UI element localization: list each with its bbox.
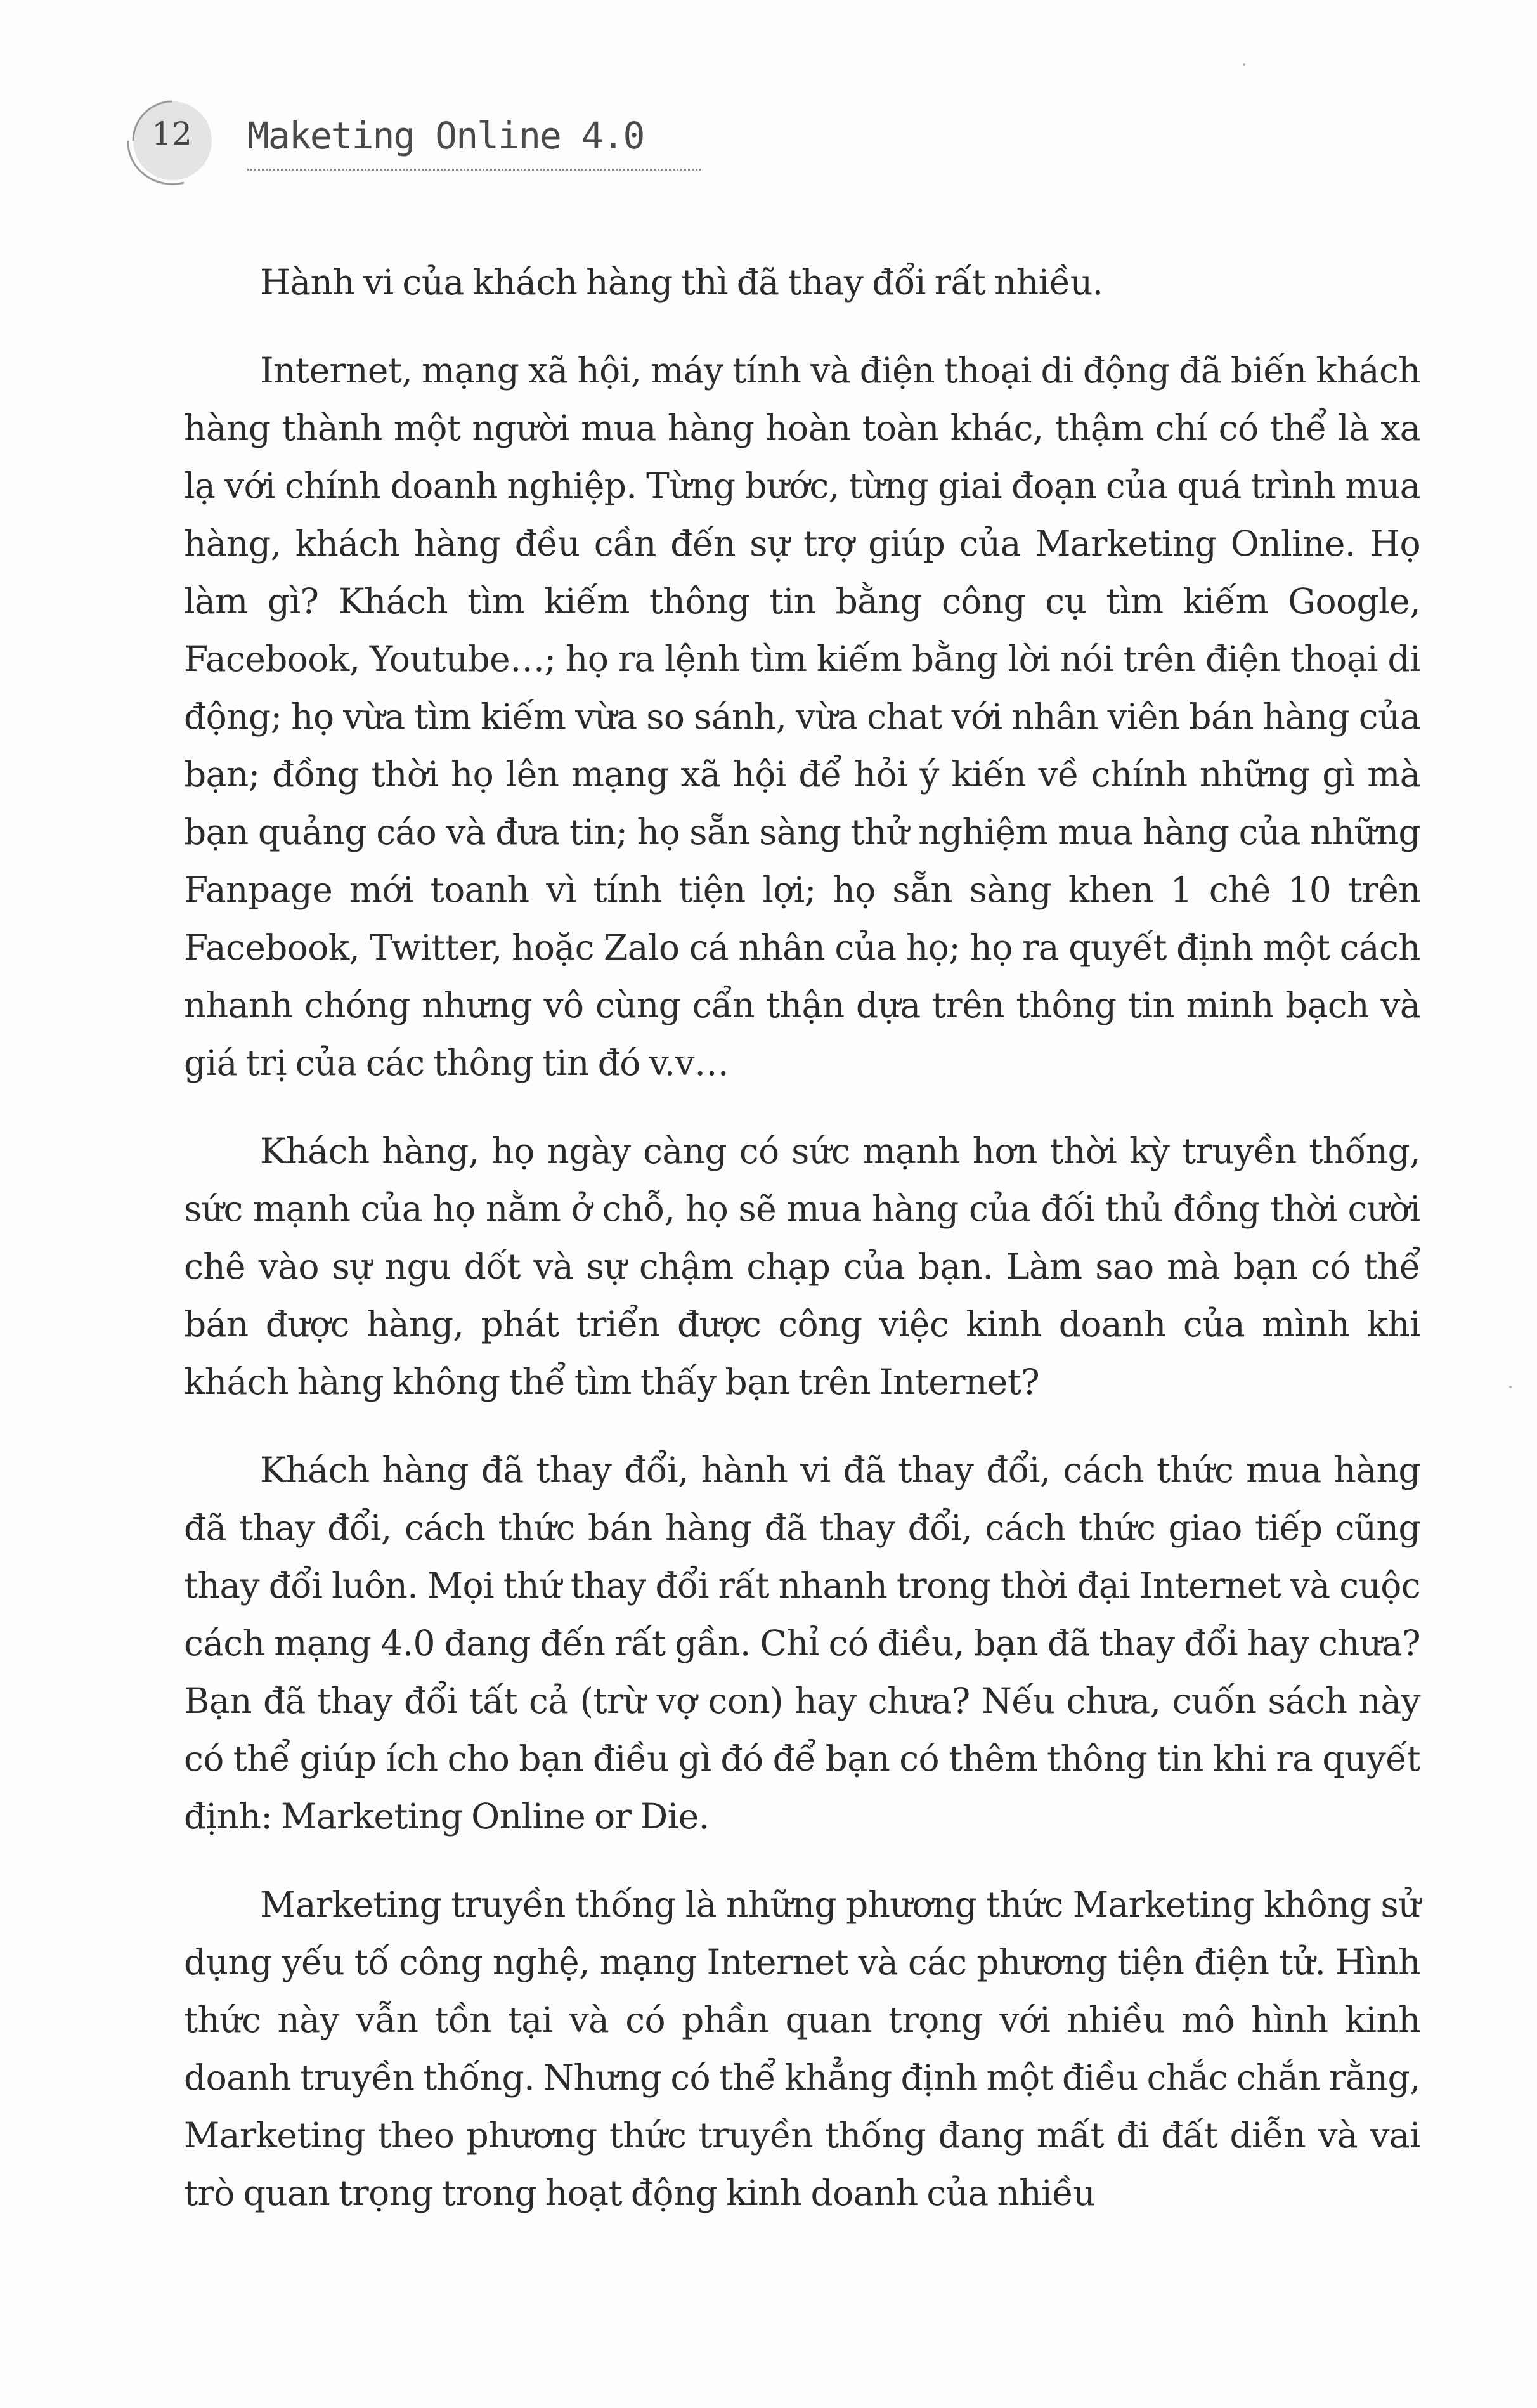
- body-text: [184, 254, 1420, 2253]
- scan-speck: [1509, 1386, 1512, 1388]
- paragraph: Marketing truyền thống là những phương thức Marketing không sử dụng yếu tố công nghệ, mạng Internet và các phương tiện điện tử. Hình thức này vẫn tồn tại và có phần quan trọng với nhiều mô hình kinh doanh truyền thống. Nhưng có thể khẳng định một điều chắc chắn rằng, Marketing theo phương thức truyền thống đang mất đi đất diễn và vai trò quan trọng trong hoạt động kinh doanh của nhiều: [184, 1884, 1420, 2213]
- paragraph: Khách hàng, họ ngày càng có sức mạnh hơn thời kỳ truyền thống, sức mạnh của họ nằm ở chỗ, họ sẽ mua hàng của đối thủ đồng thời cười chê vào sự ngu dốt và sự chậm chạp của bạn. Làm sao mà bạn có thể bán được hàng, phát triển được công việc kinh doanh của mình khi khách hàng không thể tìm thấy bạn trên Internet?: [184, 1131, 1420, 1402]
- running-header-title: Maketing Online 4.0: [247, 114, 644, 157]
- paragraph: Khách hàng đã thay đổi, hành vi đã thay đổi, cách thức mua hàng đã thay đổi, cách thức bán hàng đã thay đổi, cách thức giao tiếp cũng thay đổi luôn. Mọi thứ thay đổi rất nhanh trong thời đại Internet và cuộc cách mạng 4.0 đang đến rất gần. Chỉ có điều, bạn đã thay đổi hay chưa? Bạn đã thay đổi tất cả (trừ vợ con) hay chưa? Nếu chưa, cuốn sách này có thể giúp ích cho bạn điều gì đó để bạn có thêm thông tin khi ra quyết định: Marketing Online or Die.: [184, 1450, 1420, 1837]
- header-divider: [247, 169, 701, 171]
- page-header: [114, 94, 685, 202]
- paragraph: Hành vi của khách hàng thì đã thay đổi rất nhiều.: [260, 262, 1103, 303]
- page-number: 12: [152, 115, 192, 152]
- paragraph: Internet, mạng xã hội, máy tính và điện thoại di động đã biến khách hàng thành một người mua hàng hoàn toàn khác, thậm chí có thể là xa lạ với chính doanh nghiệp. Từng bước, từng giai đoạn của quá trình mua hàng, khách hàng đều cần đến sự trợ giúp của Marketing Online. Họ làm gì? Khách tìm kiếm thông tin bằng công cụ tìm kiếm Google, Facebook, Youtube…; họ ra lệnh tìm kiếm bằng lời nói trên điện thoại di động; họ vừa tìm kiếm vừa so sánh, vừa chat với nhân viên bán hàng của bạn; đồng thời họ lên mạng xã hội để hỏi ý kiến về chính những gì mà bạn quảng cáo và đưa tin; họ sẵn sàng thử nghiệm mua hàng của những Fanpage mới toanh vì tính tiện lợi; họ sẵn sàng khen 1 chê 10 trên Facebook, Twitter, hoặc Zalo cá nhân của họ; họ ra quyết định một cách nhanh chóng nhưng vô cùng cẩn thận dựa trên thông tin minh bạch và giá trị của các thông tin đó v.v…: [184, 350, 1420, 1083]
- scan-speck: [1243, 63, 1245, 66]
- page-number-badge: [114, 94, 216, 189]
